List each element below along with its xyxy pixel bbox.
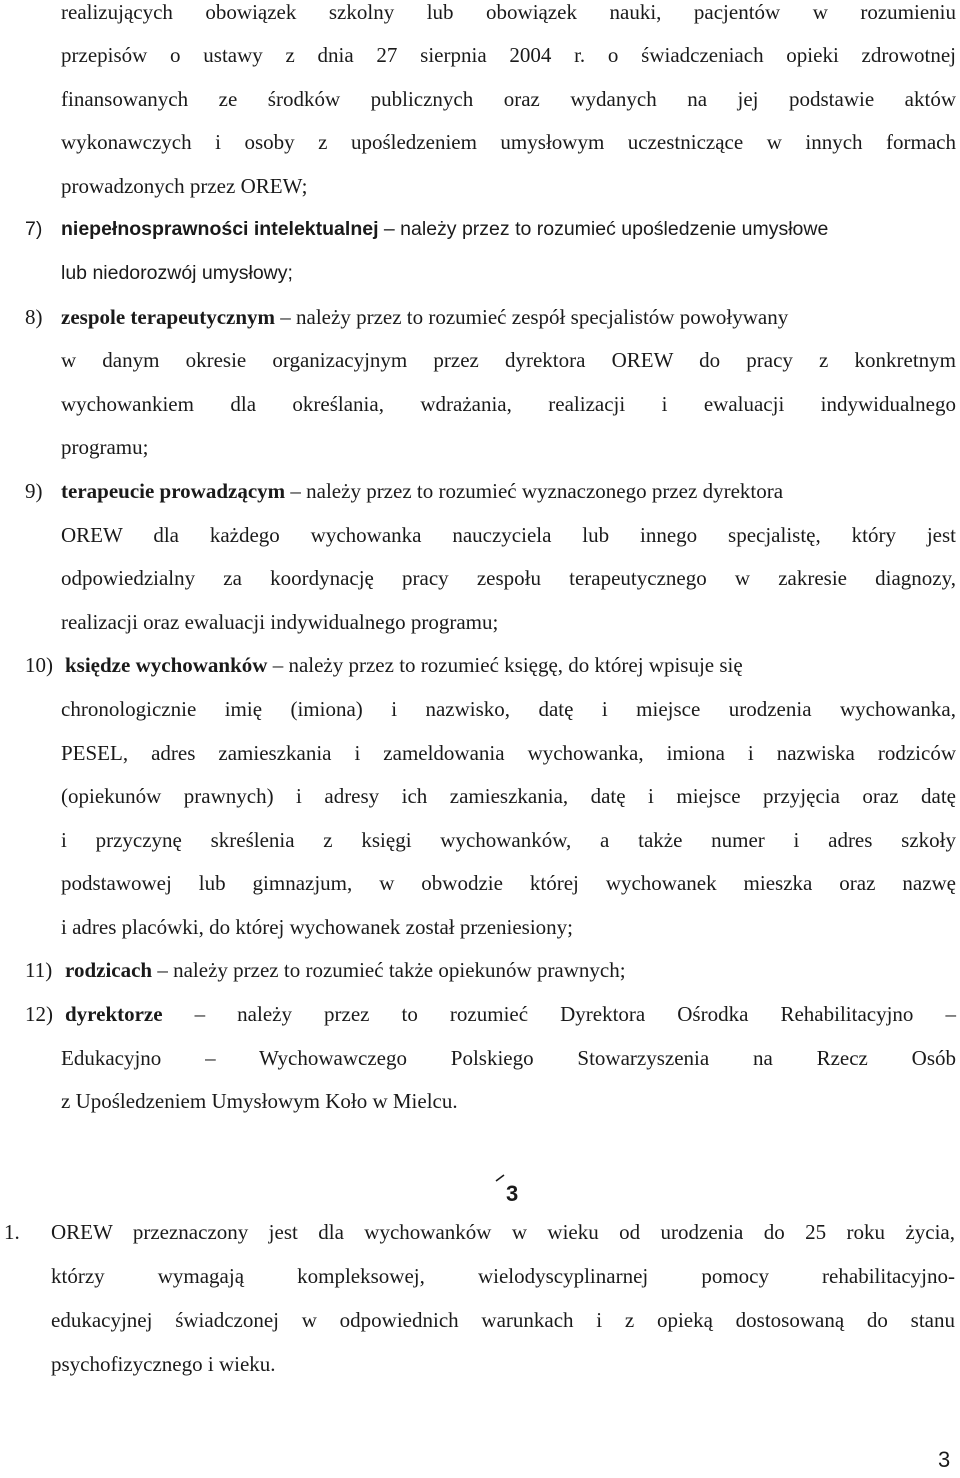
intro-line-5 — [0, 164, 960, 208]
definition-text: podstawowej lub gimnazjum, w obwodzie której wychowanek mieszka oraz nazwę — [61, 871, 956, 895]
intro-text: prowadzonych przez OREW; — [61, 174, 308, 198]
item-number: 12) — [25, 1002, 53, 1026]
intro-text: finansowanych ze środków publicznych oraz wydanych na jej podstawie aktów — [61, 87, 956, 111]
defined-term: terapeucie prowadzącym — [61, 479, 286, 503]
definition-text: chronologicznie imię (imiona) i nazwisko, datę i miejsce urodzenia wychowanka, — [61, 697, 956, 721]
definition-text: PESEL, adres zamieszkania i zameldowania wychowanka, imiona i nazwiska rodziców — [61, 741, 956, 765]
definition-line — [61, 295, 956, 339]
definition-text: Edukacyjno – Wychowawczego Polskiego Stowarzyszenia na Rzecz Osób — [61, 1046, 956, 1070]
item-number: 10) — [25, 653, 53, 677]
definition-text: realizacji oraz ewaluacji indywidualnego programu; — [61, 610, 499, 634]
paragraph-text: którzy wymagają kompleksowej, wielodyscyplinarnej pomocy rehabilitacyjno- — [51, 1264, 955, 1288]
definition-item-10 — [0, 643, 960, 687]
definition-item-8-cont — [0, 382, 960, 426]
page-number: 3 — [938, 1447, 951, 1472]
definition-item-8-cont — [0, 425, 960, 469]
definition-text: odpowiedzialny za koordynację pracy zespołu terapeutycznego w zakresie diagnozy, — [61, 566, 956, 590]
item-number: 11) — [25, 958, 53, 982]
definition-item-10-cont — [0, 818, 960, 862]
definition-item-8-cont — [0, 338, 960, 382]
definition-line — [65, 643, 956, 687]
definition-item-11 — [0, 948, 960, 992]
section-number: 3 — [506, 1181, 519, 1206]
defined-term: dyrektorze — [65, 1002, 163, 1026]
section-paragraph-1 — [0, 1210, 960, 1386]
paragraph-text: edukacyjnej świadczonej w odpowiednich warunkach i z opieką dostosowaną do stanu — [51, 1308, 955, 1332]
definition-line — [65, 992, 956, 1036]
definition-text: – należy przez to rozumieć upośledzenie umysłowe — [378, 218, 829, 240]
definition-line — [61, 207, 956, 251]
defined-term: rodzicach — [65, 958, 153, 982]
definition-text: i przyczynę skreślenia z księgi wychowanków, a także numer i adres szkoły — [61, 828, 956, 852]
intro-line-1 — [0, 0, 960, 34]
definition-item-12 — [0, 992, 960, 1036]
definition-item-9 — [0, 469, 960, 513]
definition-item-10-cont — [0, 731, 960, 775]
definition-item-8 — [0, 295, 960, 339]
section-sign-icon — [494, 1172, 506, 1184]
defined-term: niepełnosprawności intelektualnej — [61, 218, 379, 240]
definition-text: (opiekunów prawnych) i adresy ich zamieszkania, datę i miejsce przyjęcia oraz datę — [61, 784, 956, 808]
item-number: 9) — [25, 479, 43, 503]
intro-text: wykonawczych i osoby z upośledzeniem umysłowym uczestniczące w innych formach — [61, 130, 956, 154]
paragraph-text: psychofizycznego i wieku. — [51, 1352, 276, 1376]
definition-text: OREW dla każdego wychowanka nauczyciela lub innego specjalistę, który jest — [61, 523, 956, 547]
definition-text: w danym okresie organizacyjnym przez dyrektora OREW do pracy z konkretnym — [61, 348, 956, 372]
intro-text: realizujących obowiązek szkolny lub obowiązek nauki, pacjentów w rozumieniu — [61, 0, 956, 24]
paragraph-line — [0, 1342, 960, 1386]
definition-item-10-cont — [0, 861, 960, 905]
definition-item-10-cont — [0, 774, 960, 818]
definition-text: – należy przez to rozumieć zespół specjalistów powoływany — [275, 305, 789, 329]
paragraph-number: 1. — [4, 1220, 20, 1244]
paragraph-text: OREW przeznaczony jest dla wychowanków w wieku od urodzenia do 25 roku życia, — [51, 1220, 955, 1244]
intro-text: przepisów o ustawy z dnia 27 sierpnia 2004 r. o świadczeniach opieki zdrowotnej — [61, 43, 956, 67]
definition-text: – należy przez to rozumieć wyznaczonego przez dyrektora — [285, 479, 784, 503]
defined-term: zespole terapeutycznym — [61, 305, 276, 329]
definition-text: wychowankiem dla określania, wdrażania, realizacji i ewaluacji indywidualnego — [61, 392, 956, 416]
item-number: 7) — [25, 218, 43, 240]
definition-item-9-cont — [0, 513, 960, 557]
definition-item-7-cont — [0, 251, 960, 295]
paragraph-line — [0, 1210, 960, 1254]
intro-line-3 — [0, 77, 960, 121]
definition-text: – należy przez to rozumieć Dyrektora Ośrodka Rehabilitacyjno – — [162, 1002, 956, 1026]
paragraph-line — [0, 1254, 960, 1298]
paragraph-line — [0, 1298, 960, 1342]
definition-text: z Upośledzeniem Umysłowym Koło w Mielcu. — [61, 1089, 458, 1113]
definition-item-10-cont — [0, 687, 960, 731]
definition-text: programu; — [61, 435, 149, 459]
definition-item-10-cont — [0, 905, 960, 949]
intro-line-4 — [0, 120, 960, 164]
item-number: 8) — [25, 305, 43, 329]
definition-item-7 — [0, 207, 960, 251]
definition-item-12-cont — [0, 1079, 960, 1123]
definition-line — [65, 948, 956, 992]
intro-line-2 — [0, 33, 960, 77]
defined-term: księdze wychowanków — [65, 653, 268, 677]
definition-line — [61, 469, 956, 513]
definition-text: i adres placówki, do której wychowanek został przeniesiony; — [61, 915, 574, 939]
definition-text: – należy przez to rozumieć także opiekunów prawnych; — [152, 958, 626, 982]
definition-item-12-cont — [0, 1036, 960, 1080]
definition-text: – należy przez to rozumieć księgę, do której wpisuje się — [267, 653, 743, 677]
definition-text: lub niedorozwój umysłowy; — [61, 262, 293, 284]
definition-item-9-cont — [0, 600, 960, 644]
definition-item-9-cont — [0, 556, 960, 600]
